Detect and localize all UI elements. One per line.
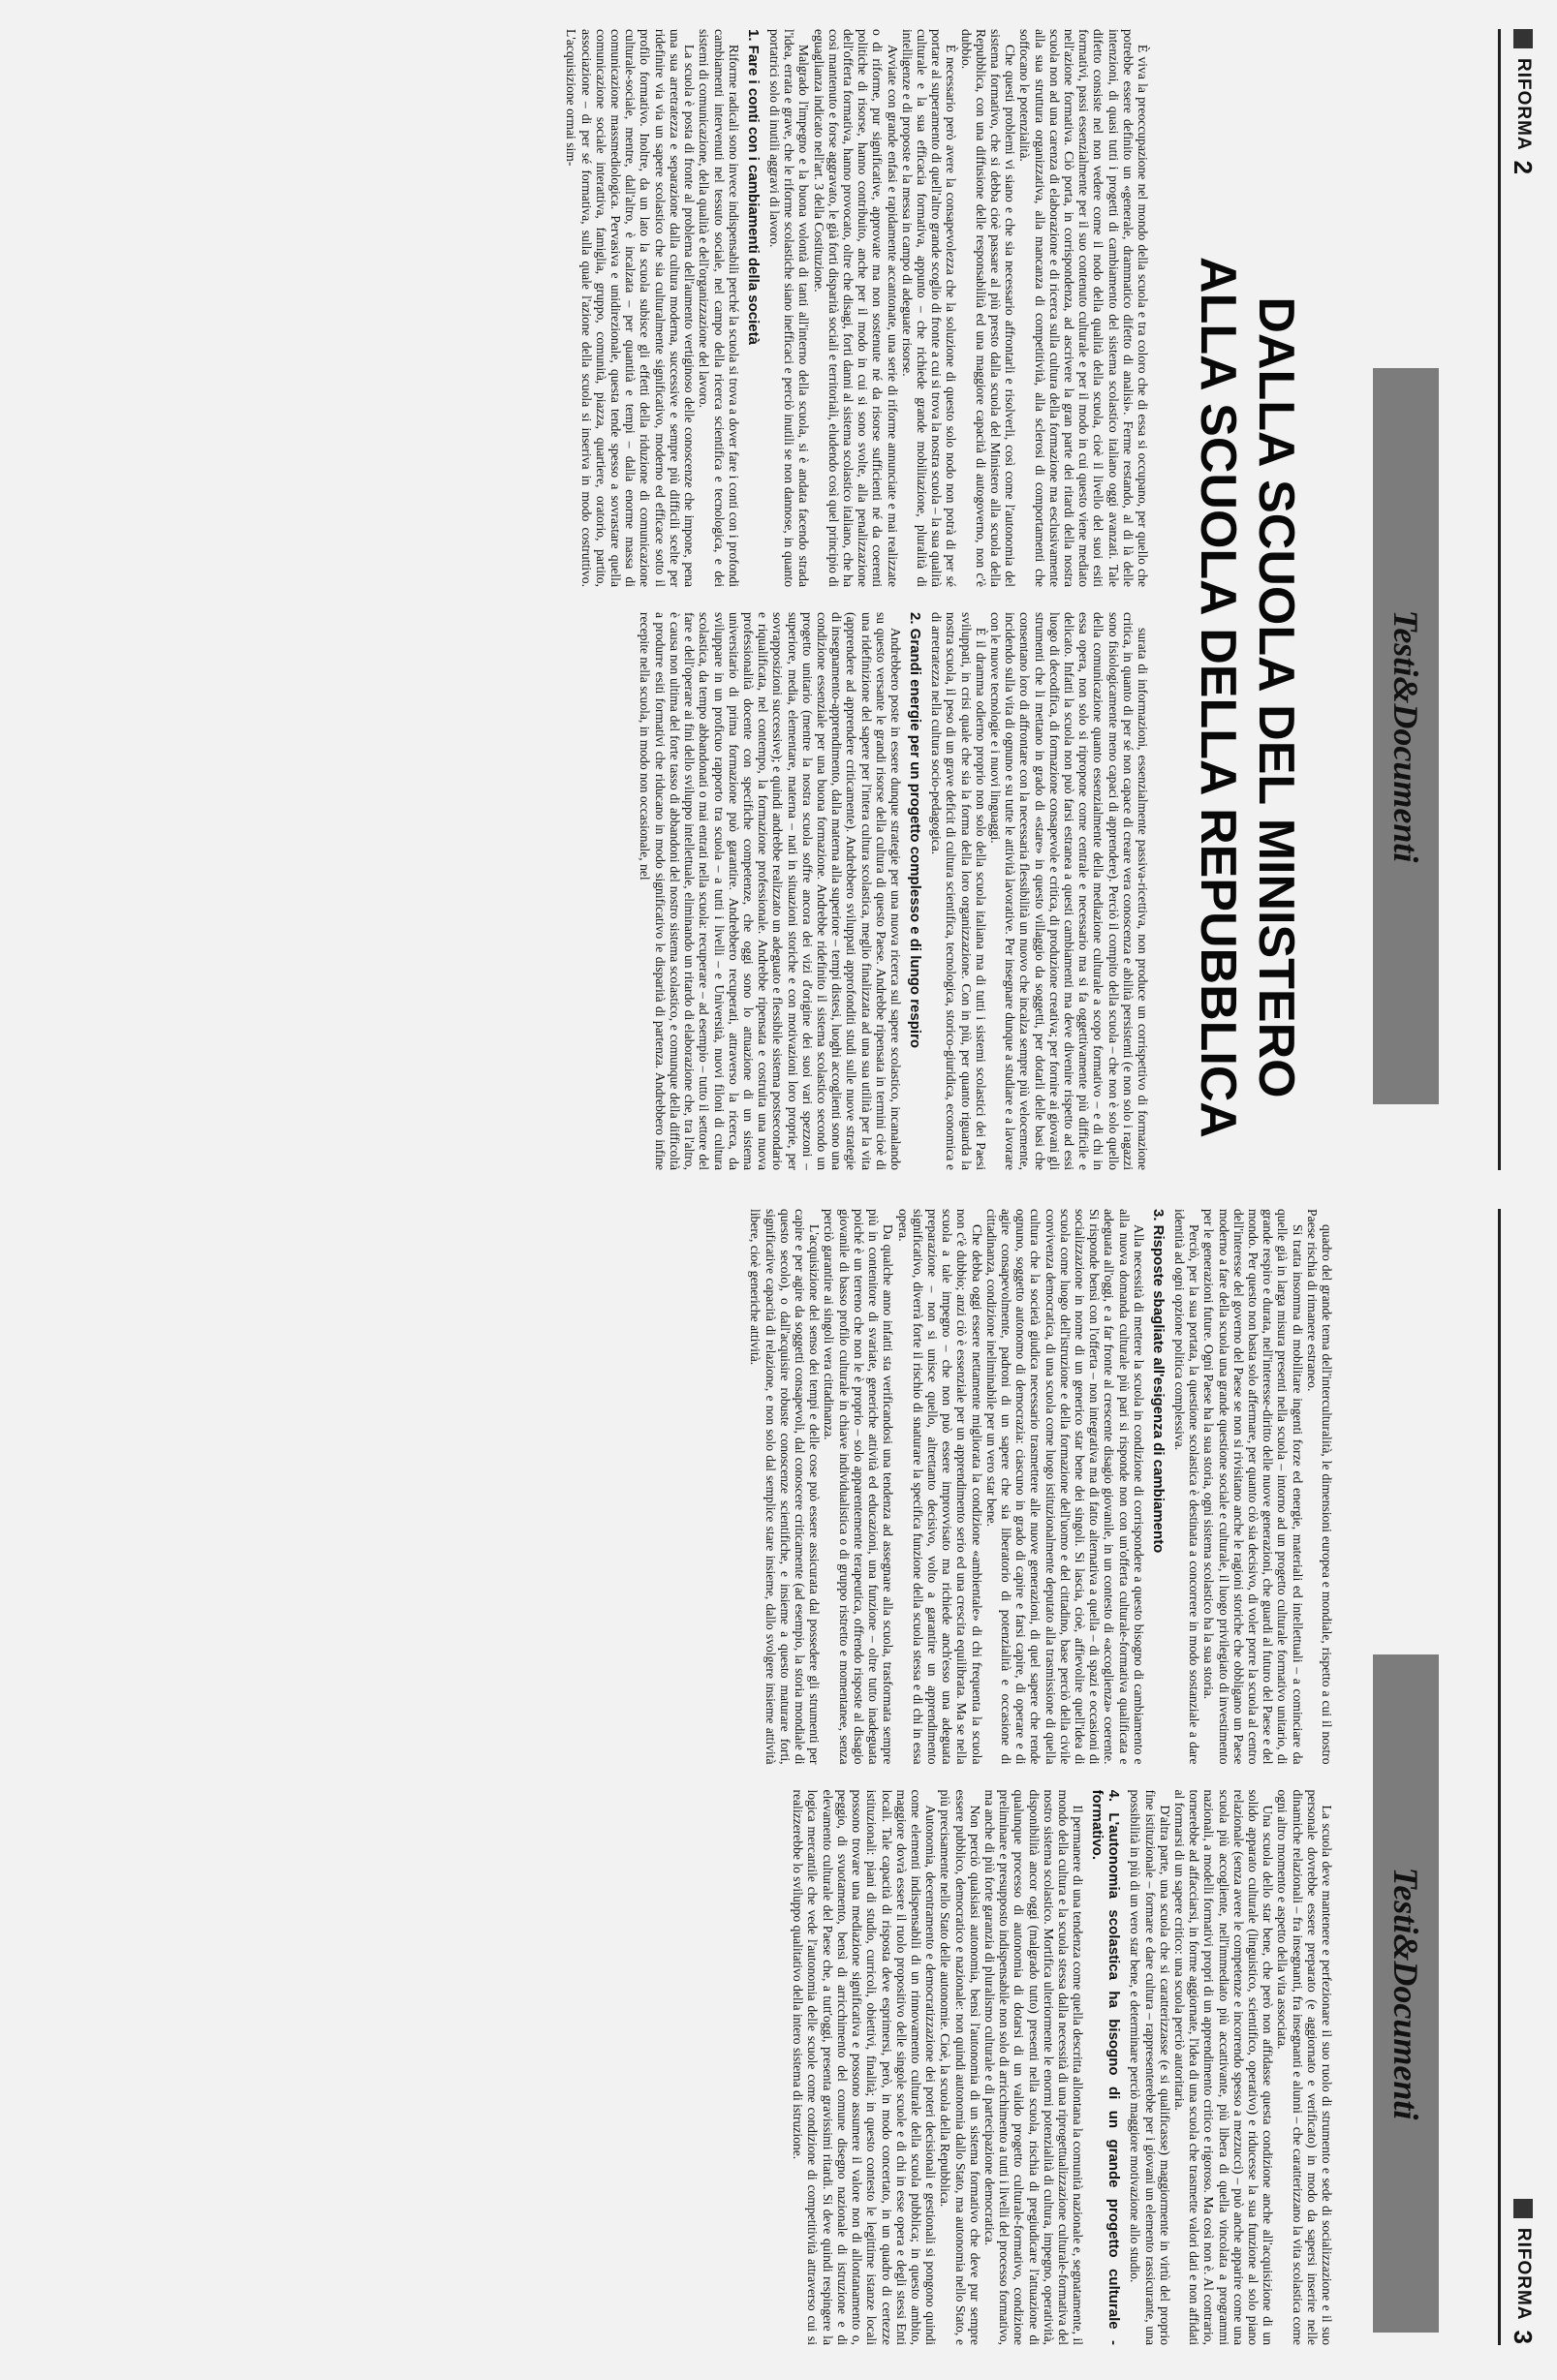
- column-2: [29, 1790, 1334, 2346]
- page-number: 2: [1509, 160, 1539, 176]
- paragraph: Il permanere di una tendenza come quella descritta allontana la comunità nazionale e, segnatamente, il mondo della cultura e la scuola stessa dalla necessità di una riprogettualizzazione culturale-formativa del nostro sistema scolastico. Mortifica ulteriormente le enormi potenzialità di cultura, impegno, operatività, disponibilità ancor oggi (malgrado tutto) presenti nella scuola, rischia di pregiudicare l'attuazione di qualunque processo di autonomia di dotarsi di un valido progetto culturale-formativo, condizione preliminare e presupposto indispensabile non solo di arricchimento a tutti i livelli del processo formativo, ma anche di più forte garanzia di pluralismo culturale e di partecipazione democratica.: [981, 1789, 1086, 2345]
- paragraph: L'acquisizione del senso dei tempi e delle cose può essere assicurata dal possedere gli strumenti per capire e per agire da soggetti consapevoli, dal conoscere criticamente (ad esempio, la storia mondiale di questo secolo), o dall'acquisire robuste conoscenze scientifiche, e insieme a questo maturare forti, significative capacità di relazione, e non solo dal semplice stare insieme, dallo svolgere insieme attività libere, cioè generiche attività.: [748, 1209, 823, 1765]
- folio-square-icon: [1513, 29, 1533, 48]
- page-folio: [1509, 2199, 1539, 2345]
- article-columns: [29, 1209, 1334, 2345]
- paragraph: Una scuola dello star bene, che però non affidasse questa condizione anche all'acquisizione di un solido apparato culturale (linguistico, scientifico, operativo) e riducesse la sua funzione al solo piano relazionale (senza avere le competenze e incorrendo spesso a mezzucci) – può anche apparire come una scuola più accogliente, nell'immediato più accattivante, più libera di quella vincolata a programmi nazionali, a modelli formativi propri di un apprendimento critico e rigoroso. Ma così non è. Al contrario, tornerebbe ad affacciarsi, in forme aggiornate, l'idea di una scuola che trasmette valori dati e non affidati al formarsi di un sapere critico: una scuola perciò autoritaria.: [1171, 1789, 1276, 2345]
- section-heading: 4. L'autonomia scolastica ha bisogno di un grande progetto culturale - formativo.: [1089, 1789, 1123, 2345]
- paragraph: Non perciò qualsiasi autonomia, bensì l'autonomia di un sistema formativo che deve pur sempre essere pubblico, democratico e nazionale: non quindi autonomia dallo Stato, ma autonomia nello Stato, e più precisamente nello Stato delle autonomie. Cioè, la scuola della Repubblica.: [938, 1789, 982, 2345]
- header-rule: [1498, 29, 1501, 1170]
- folio-label: RIFORMA: [1513, 2227, 1534, 2321]
- article-headline: [1189, 223, 1305, 1172]
- paragraph: surata di informazioni, essenzialmente passiva-ricettiva, non produce un corrispettivo di formazione critica, in quanto di per sé non capace di creare vera conoscenza e abilità persistenti (e non solo i ragazzi sono fisiologicamente meno capaci di apprendere). Perciò il compito della scuola – che non è solo quello della comunicazione quanto essenzialmente della mediazione culturale a scopo formativo – e di chi in essa opera, non solo si ripropone come centrale e necessario ma si fa oggettivamente più difficile e delicato. Infatti la scuola non può farsi estranea a questi cambiamenti ma deve divenire rispetto ad essi luogo di decodifica, di formazione consapevole e critica, di produzione creativa; per fornire ai giovani gli strumenti che li mettano in grado di «stare» in questo villaggio da soggetti, per dotarli delle basi che consentano loro di affrontare con la necessaria flessibilità un nuovo che incalza sempre più velocemente, incidendo sulla vita di ognuno e su tutte le attività lavorative. Per insegnare dunque a studiare e a lavorare con le nuove tecnologie e i nuovi linguaggi.: [987, 612, 1150, 1170]
- column-2: [29, 612, 1150, 1170]
- paragraph: Avviate con grande enfasi e rapidamente accantonate, una serie di riforme annunciate e mai realizzate o di riforme, pur significative, approvate ma non sostenute né da risorse sufficienti né da coerenti politiche di risorse, hanno contribuito, anche per il modo in cui si sono svolte, alla penalizzazione dell'offerta formativa, hanno provocato, oltre che disagi, forti danni al sistema scolastico italiano, che ha così mantenuto e forse aggravato, le già forti disparità sociali e territoriali, eludendo così quel principio di eguaglianza indicato nell'art. 3 della Costituzione.: [811, 29, 900, 587]
- paragraph: quadro del grande tema dell'interculturalità, le dimensioni europea e mondiale, rispetto a cui il nostro Paese rischia di rimanere estraneo.: [1304, 1209, 1334, 1765]
- section-band: [1373, 368, 1439, 1104]
- section-heading: 1. Fare i conti con i cambiamenti della società: [744, 29, 762, 345]
- paragraph: Riforme radicali sono invece indispensabili perché la scuola si trova a dover fare i conti con i profondi cambiamenti intervenuti nel tessuto sociale, nel campo della ricerca scientifica e tecnologica, e dei sistemi di comunicazione, della qualità e dell'organizzazione del lavoro.: [697, 29, 741, 587]
- paragraph: Andrebbero poste in essere dunque strategie per una nuova ricerca sul sapere scolastico, incanalando su questo versante le grandi risorse della cultura di questo Paese. Andrebbe ripensata in termini cioè di una ridefinizione del sapere per l'intera cultura scolastica, meglio finalizzata ad una sua utilità per la vita (apprendere ad apprendere criticamente). Andrebbero sviluppati approfonditi studi sulle nuove strategie di insegnamento-apprendimento, dalla materna alla superiore – tempi distesi, luoghi accoglienti sono una condizione essenziale per una buona formazione. Andrebbe ridefinito il sistema scolastico secondo un progetto unitario (mentre la nostra scuola soffre ancora dei vizi d'origine dei suoi vari spezzoni – superiore, media, elementare, materna – nati in situazioni storiche e con motivazioni loro proprie, per sovrapposizioni successive); e quindi andrebbe realizzato un adeguato e flessibile sistema postsecondario e riqualificata, nel contempo, la formazione professionale. Andrebbe ripensata e costruita una nuova professionalità docente con specifiche competenze, che oggi sono lo attuazione di un sistema universitario di prima formazione può garantire. Andrebbero recuperati, attraverso la ricerca, da sviluppare in un proficuo rapporto tra scuola – a tutti i livelli – e Università, nuovi filoni di cultura scolastica, da tempo abbandonati o mai entrati nella scuola: recuperare – ad esempio – tutto il settore del fare e dell'operare ai fini dello sviluppo intellettuale, eliminando un ritardo di elaborazione che, tra l'altro, è causa non ultima del forte tasso di abbandoni del nostro sistema scolastico, e comunque della difficoltà a produrre esiti formativi che riducano in modo significativo le disparità di partenza. Andrebbero infine recepite nella scuola, in modo non occasionale, nel: [638, 612, 903, 1170]
- page-folio: [1509, 29, 1539, 176]
- paragraph: Autonomia, decentramento e democratizzazione dei poteri decisionali e gestionali si pongono quindi come elementi indispensabili di un rinnovamento culturale della scuola pubblica; in questo ambito, maggiore dovrà essere il ruolo propositivo delle singole scuole e di chi in esse opera e degli stessi Enti locali. Tale capacità di risposta deve esprimersi, però, in modo concertato, in un quadro di certezze istituzionali: piani di studio, curricoli, obiettivi, finalità; in questo contesto le legittime istanze locali possono trovare una mediazione significativa e possono assumere il valore non di allontanamento o, peggio, di svuotamento, bensì di arricchimento del comune disegno nazionale di istruzione e di elevamento culturale del Paese che, a tutt'oggi, presenta gravissimi ritardi. Si deve quindi respingere la logica mercantile che vede l'autonomia delle scuole come condizione di competitività attraverso cui si realizzerebbe lo sviluppo qualitativo della intero sistema di istruzione.: [791, 1789, 939, 2345]
- page-3: [0, 1190, 1557, 2380]
- section-band: [1373, 1654, 1439, 2333]
- paragraph: Perciò, per la sua portata, la questione scolastica è destinata a concorrere in modo sostanziale a dare identità ad ogni opzione politica complessiva.: [1171, 1209, 1202, 1765]
- folio-label: RIFORMA: [1513, 58, 1534, 151]
- paragraph: D'altra parte, una scuola che si caratterizzasse (e si qualificasse) maggiormente in virtù del proprio fine istituzionale – formare e dare cultura – rappresenterebbe per i giovani un elemento rassicurante, una possibilità in più di un vero star bene, e determinare perciò maggiore motivazione allo studio.: [1128, 1789, 1172, 2345]
- paragraph: Si tratta insomma di mobilitare ingenti forze ed energie, materiali ed intellettuali – a cominciare da quelle già in larga misura presenti nella scuola – intorno ad un progetto culturale formativo unitario, di grande respiro e durata, nell'interesse-diritto delle nuove generazioni, che guardi al futuro del Paese e del mondo. Per questo non basta solo affermare, per quanto ciò sia decisivo, di voler porre la scuola al centro dell'interesse del governo del Paese se non si rivisitano anche le ragioni storiche che obbligano un Paese moderno a fare della scuola una grande questione sociale e culturale, il luogo privilegiato di investimento per le generazioni future. Ogni Paese ha la sua storia, ogni sistema scolastico ha la sua storia.: [1201, 1209, 1305, 1765]
- headline-line-2: ALLA SCUOLA DELLA REPUBBLICA: [1190, 257, 1246, 1138]
- paragraph: Malgrado l'impegno e la buona volontà di tanti all'interno della scuola, si è andata facendo strada l'idea, errata e grave, che le riforme scolastiche siano inefficaci e perciò inutili se non dannose, in quanto portatrici solo di inutili aggravi di lavoro.: [766, 29, 812, 587]
- article-columns: [29, 29, 1150, 1170]
- paragraph: È il dramma odierno proprio non solo della scuola italiana ma di tutti i sistemi scolastici dei Paesi sviluppati, in crisi quale che sia la forma della loro organizzazione. Con in più, per quanto riguarda la nostra scuola, il peso di un grave deficit di cultura scientifica, tecnologica, storico-giuridica, economica e di arretratezza nella cultura socio-pedagogica.: [929, 612, 988, 1170]
- folio-square-icon: [1513, 2199, 1533, 2218]
- paragraph: Da qualche anno infatti sta verificandosi una tendenza ad assegnare alla scuola, trasformata sempre più in contenitore di svariate, generiche attività ed educazioni, una funzione – oltre tutto inadeguata poiché è un terreno che non le è proprio – solo apparentemente terapeutica, offrendo risposte al disagio giovanile di basso profilo culturale in chiave individualistica o di gruppo ristretto e momentanee, senza perciò garantire ai singoli vera cittadinanza.: [822, 1209, 896, 1765]
- section-heading: 2. Grandi energie per un progetto complesso e di lungo respiro: [906, 612, 923, 1049]
- paragraph: Alla necessità di mettere la scuola in condizione di corrispondere a questo bisogno di cambiamento e alla nuova domanda culturale più pari si risponde non con un'offerta culturale-formativa qualificata e adeguata all'oggi, e a far fronte al crescente disagio giovanile, in un contesto di «accoglienza» coerente. Si risponde bensì con l'offerta – non integrativa ma di fatto alternativa a quella – di spazi e occasioni di socializzazione in nome di un generico star bene dei singoli. Si lascia, cioè, affievolire quell'idea di scuola come luogo dell'istruzione e della formazione dell'uomo e del cittadino, base perciò della civile convivenza democratica, di una scuola come luogo istituzionalmente deputato alla trasmissione di quella cultura che la società giudica necessario trasmettere alle nuove generazioni, di quel sapere che rende ognuno, soggetto autonomo di democrazia: ciascuno in grado di capire e farsi capire, di operare e di agire consapevolmente, padroni di un sapere che sia liberatorio di potenzialità e occasione di cittadinanza, condizione ineliminabile per un vero star bene.: [983, 1209, 1146, 1765]
- column-1: [29, 1209, 1334, 1765]
- section-label: Testi&Documenti: [1386, 609, 1425, 863]
- page-number: 3: [1509, 2330, 1539, 2345]
- paragraph: È viva la preoccupazione nel mondo della scuola e tra coloro che di essa si occupano, per quello che potrebbe essere definito un «generale, drammatico difetto di analisi». Ferme restando, al di là delle intenzioni, di quasi tutti i progetti di cambiamento del sistema scolastico italiano oggi avanzati. Tale difetto consiste nel non vedere come il nodo della qualità della scuola, cioè il livello del suoi esiti formativi, passi essenzialmente per il suo contenuto culturale e per il modo in cui questo viene mediato nell'azione formativa. Ciò porta, in corrispondenza, ad ascrivere la gran parte dei ritardi della nostra scuola non ad una carenza di elaborazione e di ricerca sulla cultura della formazione ma esclusivamente alla sua struttura organizzativa, alla mancanza di competitività, alla sclerosi di comportamenti che soffocano le potenzialità.: [1017, 29, 1150, 587]
- section-label: Testi&Documenti: [1386, 1867, 1425, 2120]
- header-rule: [1498, 1209, 1501, 2345]
- paragraph: La scuola è posta di fronte al problema dell'aumento vertiginoso delle conoscenze che impone, pena una sua arretratezza e separazione dalla cultura moderna, successive e sempre più difficili scelte per ridefinire via via un sapere scolastico che sia culturalmente significativo, moderno ed efficace sotto il profilo formativo. Inoltre, da un lato la scuola subisce gli effetti della riduzione di comunicazione culturale-sociale, mentre, dall'altro, è incalzata – per quantità e tempi – dalla enorme massa di comunicazione massmediologica. Pervasiva e unidirezionale, questa tende spesso a sovrastare quella comunicazione sociale interattiva, famiglia, gruppo, comunità, piazza, quartiere, oratorio, partito, associazione – di per sé formativa, sulla quale l'azione della scuola si inseriva in modo costruttivo. L'acquisizione ormai sim-: [564, 29, 698, 587]
- paragraph: Che debba oggi essere nettamente migliorata la condizione «ambientale» di chi frequenta la scuola non c'è dubbio; anzi ciò è essenziale per un apprendimento serio ed una crescita equilibrata. Ma se nella scuola a tale impegno – che non può essere improvvisato ma richiede anch'esso una adeguata preparazione – non si unisce quello, altrettanto decisivo, volto a garantire un apprendimento significativo, diverrà forte il rischio di snaturare la specifica funzione della scuola stessa e di chi in essa opera.: [895, 1209, 984, 1765]
- paragraph: La scuola deve mantenere e perfezionare il suo ruolo di strumento e sede di socializzazione e il suo personale dovrebbe essere preparato (e aggiornato e verificato) in modo da sapersi inserire nelle dinamiche relazionali – fra insegnanti, fra insegnanti e alunni – che caratterizzano la vita scolastica come ogni altro momento e aspetto della vita associata.: [1275, 1789, 1334, 2345]
- column-1: [29, 29, 1150, 587]
- section-heading: 3. Risposte sbagliate all'esigenza di cambiamento: [1149, 1209, 1167, 1554]
- paragraph: Che questi problemi vi siano e che sia necessario affrontarli e risolverli, così come l'autonomia del sistema formativo, che si debba cioè passare al più presto dalla scuola del Ministero alla scuola della Repubblica, con una diffusione delle responsabilità ed una maggiore capacità di autogoverno, non c'è dubbio.: [958, 29, 1018, 587]
- headline-line-1: DALLA SCUOLA DEL MINISTERO: [1248, 296, 1304, 1098]
- paragraph: È necessario però avere la consapevolezza che la soluzione di questo solo nodo non potrà di per sé portare al superamento di quell'altro grande scoglio di fronte a cui si trova la nostra scuola – la sua qualità culturale e la sua efficacia formativa, appunto – che richiede grande mobilitazione, pluralità di intelligenze e di proposte e la messa in campo di adeguate risorse.: [899, 29, 959, 587]
